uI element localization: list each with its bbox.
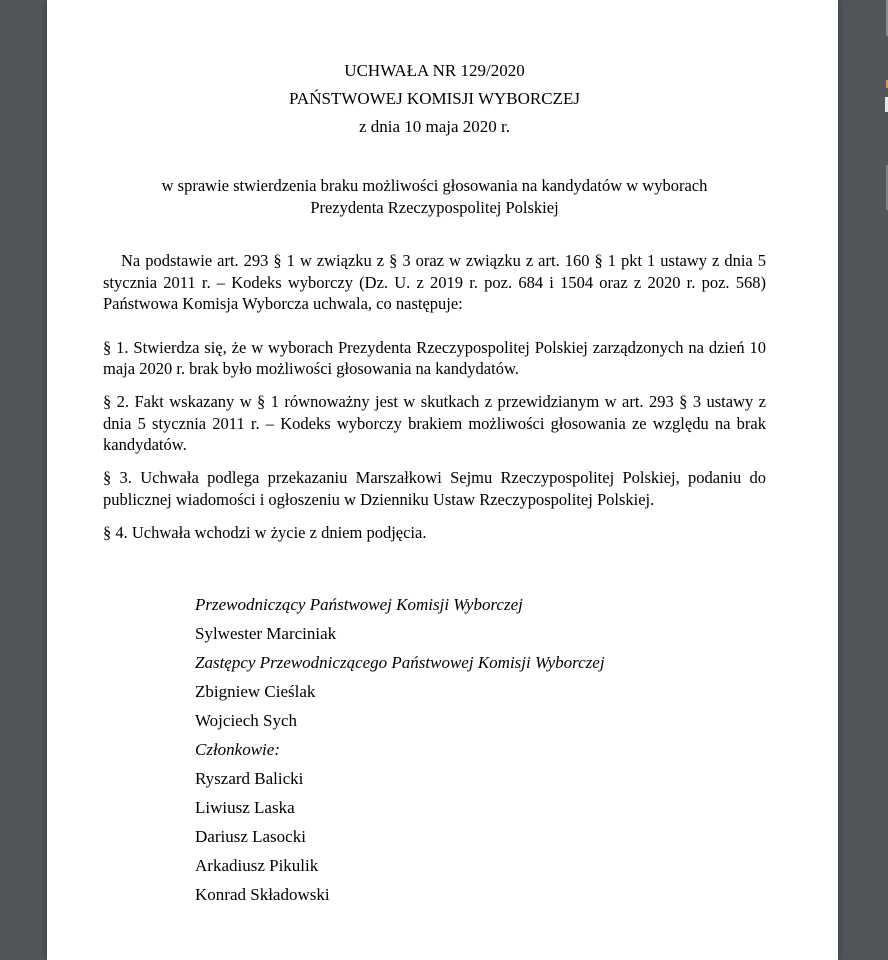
signature-name: Sylwester Marciniak (195, 624, 337, 643)
document-page (47, 0, 838, 960)
paragraph-preamble: Na podstawie art. 293 § 1 w związku z § 3 oraz w związku z art. 160 § 1 pkt 1 ustawy z dnia 5 stycznia 2011 r. – Kodeks wyborczy (Dz. U. z 2019 r. poz. 684 i 1504 oraz z 2020 r. poz. 568) Państwowa Komisja Wyborcza uchwala, co następuje: (103, 251, 766, 313)
document-body (103, 250, 766, 543)
doc-title-date: z dnia 10 maja 2020 r. (358, 117, 511, 136)
signature-name: Arkadiusz Pikulik (195, 856, 319, 875)
right-edge-scrollbar-strip[interactable] (884, 0, 888, 960)
document-subject: w sprawie stwierdzenia braku możliwości głosowania na kandydatów w wyborach Prezydenta Rzeczypospolitej Polskiej (161, 176, 708, 217)
signature-role-chairman: Przewodniczący Państwowej Komisji Wyborczej (195, 595, 523, 614)
signature-name: Konrad Składowski (195, 885, 330, 904)
signature-name: Liwiusz Laska (195, 798, 295, 817)
signature-name: Zbigniew Cieślak (195, 682, 316, 701)
signature-name: Ryszard Balicki (195, 769, 304, 788)
paragraph-section-4: § 4. Uchwała wchodzi w życie z dniem podjęcia. (103, 522, 427, 542)
signature-name: Dariusz Lasocki (195, 827, 306, 846)
paragraph-section-2: § 2. Fakt wskazany w § 1 równoważny jest w skutkach z przewidzianym w art. 293 § 3 ustawy z dnia 5 stycznia 2011 r. – Kodeks wyborczy brakiem możliwości głosowania ze względu na brak kandydatów. (103, 392, 766, 454)
document-title-block (103, 57, 766, 141)
signature-block (103, 590, 766, 909)
paragraph-section-1: § 1. Stwierdza się, że w wyborach Prezydenta Rzeczypospolitej Polskiej zarządzonych na dzień 10 maja 2020 r. brak było możliwości głosowania na kandydatów. (103, 337, 766, 378)
doc-title-authority: PAŃSTWOWEJ KOMISJI WYBORCZEJ (289, 89, 580, 108)
paragraph-section-3: § 3. Uchwała podlega przekazaniu Marszałkowi Sejmu Rzeczypospolitej Polskiej, podaniu do publicznej wiadomości i ogłoszeniu w Dzienniku Ustaw Rzeczypospolitej Polskiej. (103, 468, 766, 509)
doc-title-number: UCHWAŁA NR 129/2020 (344, 61, 525, 80)
signature-role-deputy-chairmen: Zastępcy Przewodniczącego Państwowej Komisji Wyborczej (195, 653, 605, 672)
signature-name: Wojciech Sych (195, 711, 298, 730)
signature-role-members: Członkowie: (195, 740, 280, 759)
